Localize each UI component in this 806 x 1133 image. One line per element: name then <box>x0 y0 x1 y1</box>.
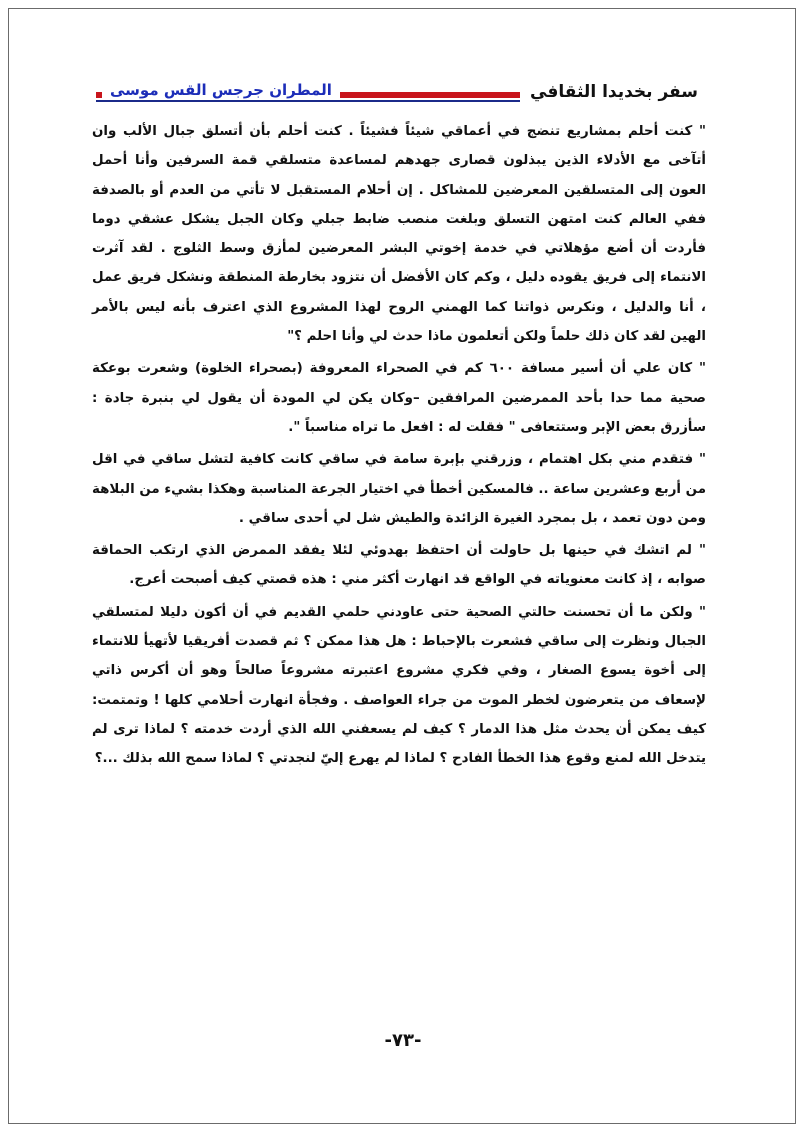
page-body <box>92 117 706 777</box>
paragraph: " فتقدم مني بكل اهتمام ، وزرقني بإبرة سامة في ساقي كانت كافية لتشل ساقي في اقل من أربع وعشرين ساعة .. فالمسكين أخطأ في اختيار الجرعة المناسبة وهكذا بشيء من البلاهة ومن دون تعمد ، بل بمجرد الغيرة الزائدة والطيش شل لي أحدى ساقي . <box>92 452 706 526</box>
book-title: سفر بخديدا الثقافي <box>520 82 702 102</box>
page-number: -٧٣- <box>384 1030 422 1051</box>
paragraph: " لم اتشك في حينها بل حاولت أن احتفظ بهدوئي لئلا يفقد الممرض الذي ارتكب الحماقة صوابه ، إذ كانت معنوياته في الواقع قد انهارت أكثر مني : هذه قصتي كيف أصبحت أعرج. <box>92 543 706 588</box>
running-header <box>96 81 702 104</box>
paragraph: " ولكن ما أن تحسنت حالتي الصحية حتى عاودني حلمي القديم في أن أكون دليلا لمتسلقي الجبال ونظرت إلى ساقي فشعرت بالإحباط : هل هذا ممكن ؟ ثم قصدت أفريقيا لأتهيأ للانتماء إلى أخوة يسوع الصغار ، وفي فكري مشروع اعتبرته مشروعاً صالحاً وهو أن أكرس ذاتي لإسعاف من يتعرضون لخطر الموت من جراء العواصف . وفجأة انهارت أحلامي كلها ! وتمتمت: كيف يمكن أن يحدث مثل هذا الدمار ؟ كيف لم يسعفني الله الذي أردت خدمته ؟ لماذا ترى لم يتدخل الله لمنع وقوع هذا الخطأ الفادح ؟ لماذا لم يهرع إليّ لنجدتي ؟ لماذا سمح الله بذلك ...؟ <box>92 604 706 767</box>
paragraph: " كان علي أن أسير مسافة ٦٠٠ كم في الصحراء المعروفة (بصحراء الخلوة) وشعرت بوعكة صحية مما حدا بأحد الممرضين المرافقين –وكان يكن لي المودة أن يقول لي بنبرة جادة : سأزرق بعض الإبر وستتعافى " فقلت له : افعل ما تراه مناسباً ". <box>92 361 706 435</box>
author-name: المطران جرجس القس موسى <box>102 81 340 99</box>
paragraph: " كنت أحلم بمشاريع تنضج في أعماقي شيئاً فشيئاً . كنت أحلم بأن أتسلق جبال الألب وان أتآخى مع الأدلاء الذين يبذلون قصارى جهدهم لمساعدة متسلقي قمة السرفين وأنا أحمل العون إلى المتسلقين المعرضين للمشاكل . إن أحلام المستقبل لا تأتي من العدم أو بالصدفة ففي العالم كنت امتهن التسلق وبلغت منصب ضابط جبلي وكان الجبل يشكل عشقي دوما فأردت أن أضع مؤهلاتي في خدمة إخوتي البشر المعرضين لمأزق وسط الثلوج . لقد آثرت الانتماء إلى فريق يقوده دليل ، وكم كان الأفضل أن نتزود بخارطة المنطقة ونشكل فريق عمل ، أنا والدليل ، ونكرس ذواتنا كما الهمني الروح لهذا المشروع الذي اعترف بأنه ليس بالأمر الهين لقد كان ذلك حلماً ولكن أتعلمون ماذا حدث لي وأنا احلم ؟" <box>92 124 706 345</box>
